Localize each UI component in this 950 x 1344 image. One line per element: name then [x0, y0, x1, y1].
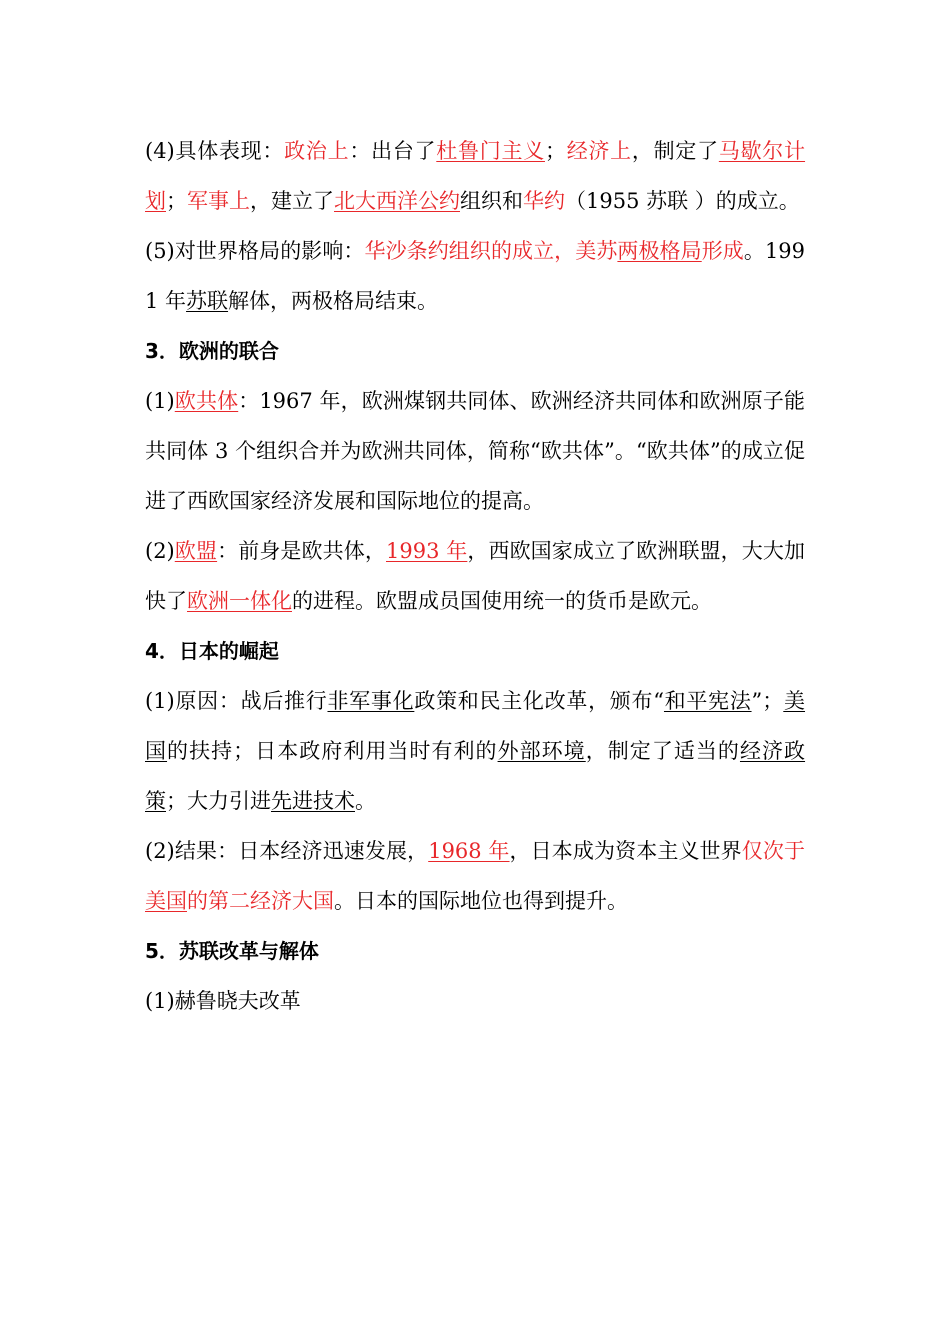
- text-run: 的扶持；日本政府利用当时有利的: [167, 739, 498, 763]
- highlighted-underlined-text: 欧洲一体化: [187, 589, 292, 613]
- underlined-text: 非军事化: [327, 689, 415, 713]
- paragraph-khrushchev-reform: [145, 976, 805, 1026]
- text-run: 。1991 年: [145, 239, 806, 313]
- section-heading-soviet-reform: [145, 926, 805, 976]
- text-run: 5．苏联改革与解体: [145, 939, 319, 963]
- highlighted-underlined-text: 两极格局: [617, 239, 702, 263]
- text-run: (2): [145, 539, 175, 563]
- text-run: (5)对世界格局的影响：: [145, 239, 365, 263]
- highlighted-text: 华沙条约组织的成立，美苏: [364, 239, 618, 263]
- section-heading-rise-of-japan: [145, 626, 805, 676]
- highlighted-underlined-text: 1993 年: [386, 539, 468, 563]
- highlighted-text: 形成: [701, 239, 744, 263]
- underlined-text: 苏联: [186, 289, 229, 313]
- text-run: (1): [145, 389, 175, 413]
- underlined-text: 经济政策: [145, 739, 806, 813]
- text-run: (1)赫鲁晓夫改革: [145, 989, 301, 1013]
- text-run: ，建立了: [250, 189, 334, 213]
- document-page: [145, 126, 805, 1026]
- text-run: ；: [544, 139, 566, 163]
- text-run: 3．欧洲的联合: [145, 339, 279, 363]
- text-run: 。: [355, 789, 376, 813]
- text-run: ；: [166, 189, 187, 213]
- text-run: 组织和: [460, 189, 523, 213]
- text-run: 解体，两极格局结束。: [228, 289, 439, 313]
- highlighted-text: 经济上: [565, 139, 632, 163]
- text-run: ，日本成为资本主义世界: [509, 839, 742, 863]
- highlighted-underlined-text: 北大西洋公约: [334, 189, 460, 213]
- text-run: ：前身是欧共体，: [217, 539, 386, 563]
- paragraph-specific-manifestations: [145, 126, 805, 226]
- text-run: (1)原因：战后推行: [145, 689, 328, 713]
- text-run: （1955 苏联 ）的成立。: [565, 189, 800, 213]
- text-run: ：1967 年，欧洲煤钢共同体、欧洲经济共同体和欧洲原子能共同体 3 个组织合并为欧洲共同体，简称“欧共体”。“欧共体”的成立促进了西欧国家经济发展和国际地位的提高。: [145, 389, 805, 513]
- highlighted-underlined-text: 欧共体: [174, 389, 239, 413]
- highlighted-text: 华约: [523, 189, 565, 213]
- text-run: 政策和民主化改革，颁布“: [414, 689, 664, 713]
- text-run: 。日本的国际地位也得到提升。: [334, 889, 628, 913]
- text-run: ：出台了: [349, 139, 437, 163]
- paragraph-european-union: [145, 526, 805, 626]
- highlighted-underlined-text: 马歇尔计划: [145, 139, 806, 213]
- paragraph-european-community: [145, 376, 805, 526]
- text-run: (2)结果：日本经济迅速发展，: [145, 839, 429, 863]
- section-heading-european-union: [145, 326, 805, 376]
- text-run: ，制定了: [631, 139, 719, 163]
- text-run: 的进程。欧盟成员国使用统一的货币是欧元。: [292, 589, 712, 613]
- text-run: ”；: [751, 689, 784, 713]
- underlined-text: 外部环境: [497, 739, 586, 763]
- underlined-text: 美国: [145, 689, 806, 763]
- text-run: 4．日本的崛起: [145, 639, 279, 663]
- text-run: ，西欧国家成立了欧洲联盟，大大加快了: [145, 539, 806, 613]
- highlighted-text: 的第二经济大国: [187, 889, 334, 913]
- underlined-text: 和平宪法: [663, 689, 752, 713]
- paragraph-japan-causes: [145, 676, 805, 826]
- text-run: ，制定了适当的: [585, 739, 740, 763]
- highlighted-text: 仅次于: [741, 839, 806, 863]
- text-run: ；大力引进: [166, 789, 271, 813]
- text-run: (4)具体表现：: [145, 139, 285, 163]
- highlighted-underlined-text: 杜鲁门主义: [436, 139, 545, 163]
- underlined-text: 先进技术: [271, 789, 355, 813]
- highlighted-text: 军事上: [187, 189, 250, 213]
- highlighted-underlined-text: 1968 年: [428, 839, 510, 863]
- paragraph-world-pattern-impact: [145, 226, 805, 326]
- paragraph-japan-results: [145, 826, 805, 926]
- highlighted-underlined-text: 美国: [145, 889, 187, 913]
- highlighted-underlined-text: 欧盟: [174, 539, 218, 563]
- highlighted-text: 政治上: [284, 139, 350, 163]
